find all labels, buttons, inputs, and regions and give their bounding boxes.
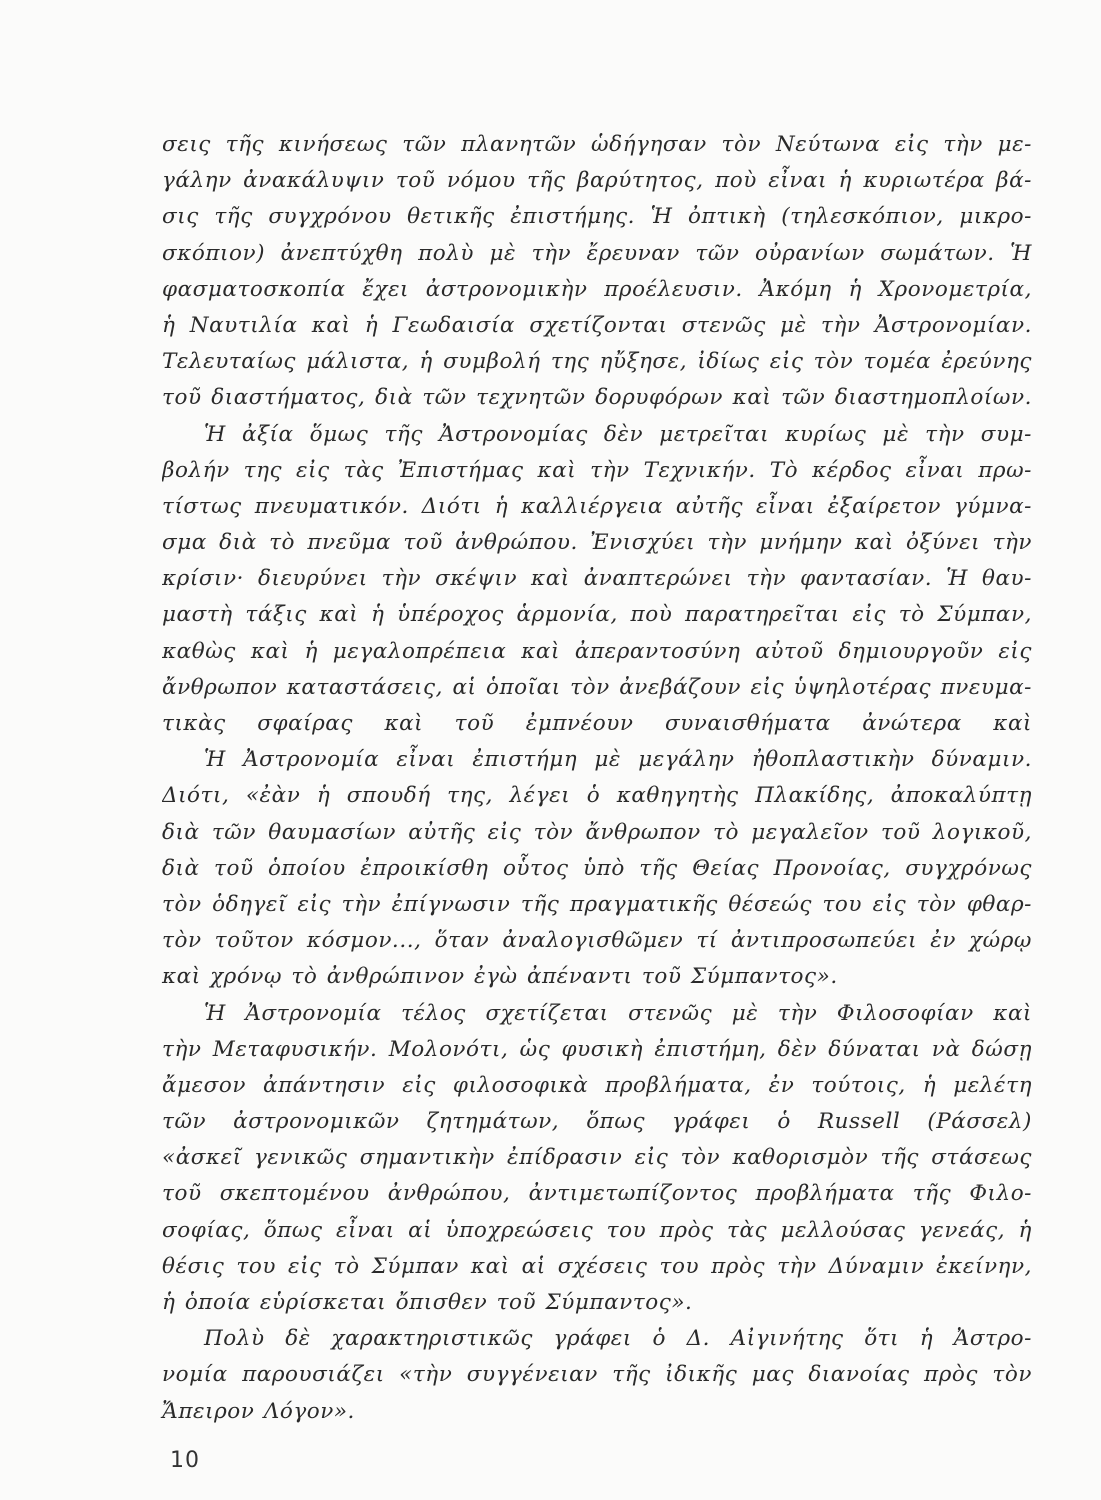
page-number: 10 <box>170 1448 200 1473</box>
text-line: τὸν τοῦτον κόσμον..., ὅταν ἀναλογισθῶμεν τί ἀντιπροσωπεύει ἐν χώρῳ <box>162 928 1032 954</box>
paragraph-first-line: Πολὺ δὲ χαρακτηριστικῶς γράφει ὁ Δ. Αἰγινήτης ὅτι ἡ Ἀστρο- <box>204 1326 1032 1352</box>
text-line: θέσις του εἰς τὸ Σύμπαν καὶ αἱ σχέσεις του πρὸς τὴν Δύναμιν ἐκείνην, <box>162 1253 1032 1279</box>
body-text <box>162 127 1032 1430</box>
paragraph-last-line: Ἄπειρον Λόγον». <box>162 1398 355 1424</box>
text-line: τοῦ διαστήματος, διὰ τῶν τεχνητῶν δορυφόρων καὶ τῶν διαστημοπλοίων. <box>162 385 1032 411</box>
text-line: κρίσιν· διευρύνει τὴν σκέψιν καὶ ἀναπτερώνει τὴν φαντασίαν. Ἡ θαυ- <box>162 566 1032 592</box>
text-line: ἄμεσον ἀπάντησιν εἰς φιλοσοφικὰ προβλήματα, ἐν τούτοις, ἡ μελέτη <box>162 1072 1032 1098</box>
paragraph-first-line: Ἡ ἀξία ὅμως τῆς Ἀστρονομίας δὲν μετρεῖται κυρίως μὲ τὴν συμ- <box>204 421 1032 447</box>
paragraph-first-line: Ἡ Ἀστρονομία τέλος σχετίζεται στενῶς μὲ τὴν Φιλοσοφίαν καὶ <box>204 1000 1032 1026</box>
paragraph-last-line: καὶ χρόνῳ τὸ ἀνθρώπινον ἐγὼ ἀπέναντι τοῦ Σύμπαντος». <box>162 964 838 990</box>
text-line: τὴν Μεταφυσικήν. Μολονότι, ὡς φυσικὴ ἐπιστήμη, δὲν δύναται νὰ δώσῃ <box>162 1036 1032 1062</box>
text-line: Διότι, «ἐὰν ἡ σπουδή της, λέγει ὁ καθηγητὴς Πλακίδης, ἀποκαλύπτῃ <box>162 783 1032 809</box>
text-line: διὰ τοῦ ὁποίου ἐπροικίσθη οὗτος ὑπὸ τῆς Θείας Προνοίας, συγχρόνως <box>162 855 1032 881</box>
text-line: «ἀσκεῖ γενικῶς σημαντικὴν ἐπίδρασιν εἰς τὸν καθορισμὸν τῆς στάσεως <box>162 1145 1032 1171</box>
text-line: διὰ τῶν θαυμασίων αὐτῆς εἰς τὸν ἄνθρωπον τὸ μεγαλεῖον τοῦ λογικοῦ, <box>162 819 1032 845</box>
text-line: σκόπιον) ἀνεπτύχθη πολὺ μὲ τὴν ἔρευναν τῶν οὐρανίων σωμάτων. Ἡ <box>162 240 1032 266</box>
text-line: Τελευταίως μάλιστα, ἡ συμβολή της ηὔξησε, ἰδίως εἰς τὸν τομέα ἐρεύνης <box>162 349 1032 375</box>
text-line: φασματοσκοπία ἔχει ἀστρονομικὴν προέλευσιν. Ἀκόμη ἡ Χρονομετρία, <box>162 276 1032 302</box>
text-line: σεις τῆς κινήσεως τῶν πλανητῶν ὡδήγησαν τὸν Νεύτωνα εἰς τὴν με- <box>162 132 1032 157</box>
text-line: τοῦ σκεπτομένου ἀνθρώπου, ἀντιμετωπίζοντος προβλήματα τῆς Φιλο- <box>162 1181 1032 1207</box>
text-line: μαστὴ τάξις καὶ ἡ ὑπέροχος ἁρμονία, ποὺ παρατηρεῖται εἰς τὸ Σύμπαν, <box>162 602 1032 628</box>
text-line: τῶν ἀστρονομικῶν ζητημάτων, ὅπως γράφει ὁ Russell (Ράσσελ) <box>162 1109 1032 1135</box>
text-line: βολήν της εἰς τὰς Ἐπιστήμας καὶ τὴν Τεχνικήν. Τὸ κέρδος εἶναι πρω- <box>162 457 1032 483</box>
text-line: τὸν ὁδηγεῖ εἰς τὴν ἐπίγνωσιν τῆς πραγματικῆς θέσεώς του εἰς τὸν φθαρ- <box>162 891 1032 917</box>
paragraph-last-line: ἡ ὁποία εὑρίσκεται ὄπισθεν τοῦ Σύμπαντος». <box>162 1290 693 1315</box>
text-line: ἡ Ναυτιλία καὶ ἡ Γεωδαισία σχετίζονται στενῶς μὲ τὴν Ἀστρονομίαν. <box>162 312 1032 338</box>
text-line: νομία παρουσιάζει «τὴν συγγένειαν τῆς ἰδικῆς μας διανοίας πρὸς τὸν <box>162 1362 1032 1388</box>
paragraph-first-line: Ἡ Ἀστρονομία εἶναι ἐπιστήμη μὲ μεγάλην ἠθοπλαστικὴν δύναμιν. <box>204 747 1032 773</box>
text-line: καθὼς καὶ ἡ μεγαλοπρέπεια καὶ ἀπεραντοσύνη αὐτοῦ δημιουργοῦν εἰς <box>162 638 1032 664</box>
text-line: τίστως πνευματικόν. Διότι ἡ καλλιέργεια αὐτῆς εἶναι ἐξαίρετον γύμνα- <box>162 493 1032 519</box>
text-line: ἄνθρωπον καταστάσεις, αἱ ὁποῖαι τὸν ἀνεβάζουν εἰς ὑψηλοτέρας πνευμα- <box>162 674 1032 700</box>
text-line: σοφίας, ὅπως εἶναι αἱ ὑποχρεώσεις του πρὸς τὰς μελλούσας γενεάς, ἡ <box>162 1217 1032 1243</box>
text-line: τικὰς σφαίρας καὶ τοῦ ἐμπνέουν συναισθήματα ἀνώτερα καὶ <box>162 711 1032 736</box>
text-line: σμα διὰ τὸ πνεῦμα τοῦ ἀνθρώπου. Ἐνισχύει τὴν μνήμην καὶ ὀξύνει τὴν <box>162 530 1032 556</box>
text-line: σις τῆς συγχρόνου θετικῆς ἐπιστήμης. Ἡ ὀπτικὴ (τηλεσκόπιον, μικρο- <box>162 204 1032 230</box>
text-line: γάλην ἀνακάλυψιν τοῦ νόμου τῆς βαρύτητος, ποὺ εἶναι ἡ κυριωτέρα βά- <box>162 168 1032 194</box>
